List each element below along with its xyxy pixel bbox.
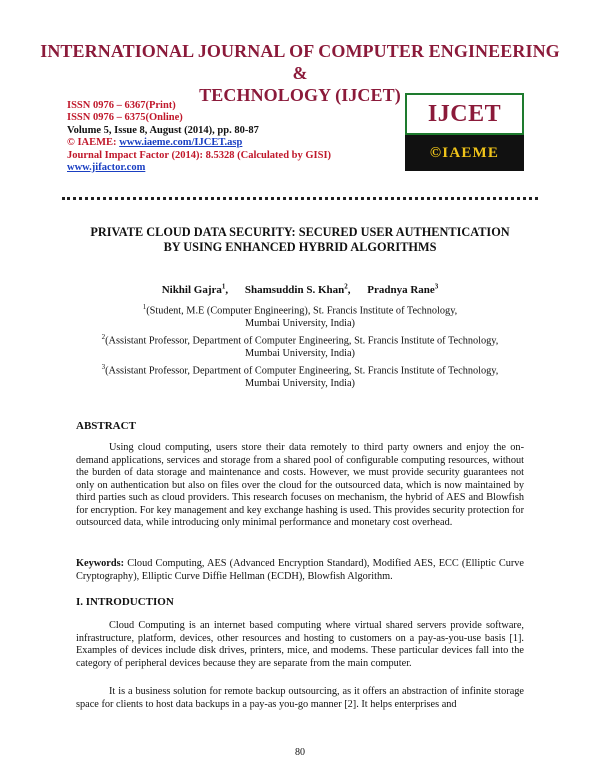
abstract-heading: ABSTRACT (76, 420, 136, 432)
affiliation-2-sup: 2 (101, 333, 106, 342)
affiliation-3-line-1: (Assistant Professor, Department of Computer Engineering, St. Francis Institute of Technology, (105, 365, 499, 377)
iaeme-line (67, 137, 367, 149)
ijcet-logo (405, 93, 524, 173)
issn-online: ISSN 0976 – 6375(Online) (67, 112, 183, 124)
author-1: Nikhil Gajra$^1$, (161, 282, 229, 296)
keywords-label: Keywords: (76, 558, 125, 569)
affiliation-2-line-2: Mumbai University, India) (244, 348, 355, 360)
affiliation-1-line-1: (Student, M.E (Computer Engineering), St. Francis Institute of Technology, (146, 305, 458, 317)
author-2: Shamsuddin S. Khan$^2$, (244, 282, 351, 296)
journal-metadata (67, 100, 367, 174)
volume-info: Volume 5, Issue 8, August (2014), pp. 80-87 (67, 124, 259, 136)
jifactor-link[interactable]: www.jifactor.com (67, 162, 146, 174)
affiliation-1 (60, 301, 540, 331)
affiliation-2-line-1: (Assistant Professor, Department of Computer Engineering, St. Francis Institute of Technology, (105, 335, 499, 347)
affiliation-1-sup: 1 (142, 303, 147, 311)
author-3 (367, 284, 438, 296)
abstract-body: Using cloud computing, users store their data remotely to third party owners and enjoy the on-demand applications, services and storage from a shared pool of configurable computing resources, without the burden of data storage and maintenance and costs. However, we must provide security guarantees not only on authentication but also on files over the cloud for the outsourced data, which is now maintained by third parties such as cloud providers. This research focuses on mechanism, the hybrid of AES and Blowfish for encryption. For key management and key exchange hashing is used. This provides security protection for outsourced data, while introducing only minimal performance and monetary cost overhead. (76, 442, 524, 528)
iaeme-label: © IAEME: (67, 137, 120, 149)
introduction-paragraph-2: It is a business solution for remote backup outsourcing, as it offers an abstraction of infinite storage space for clients to host data backups in a pay-as you-go manner [2]. It helps enterprises and (76, 686, 524, 710)
introduction-heading: I. INTRODUCTION (76, 596, 174, 608)
affiliation-2 (60, 331, 540, 361)
affiliations (60, 301, 540, 391)
introduction-paragraph-1: Cloud Computing is an internet based computing where virtual shared servers provide software, infrastructure, platform, devices, other resources and hosting to customers on a pay-as-you-use basis [1]. Examples of devices include disk drives, printers, mice, and modems. These particular devices fall into the category of peripheral devices because they are separate from the main computer. (76, 620, 524, 669)
journal-title-line-1: INTERNATIONAL JOURNAL OF COMPUTER ENGINEERING & (40, 41, 560, 83)
page-number: 80 (295, 747, 305, 758)
author-3-name: Pradnya Rane (367, 283, 435, 296)
journal-title-line-2: TECHNOLOGY (IJCET) (199, 85, 401, 105)
ijcet-logo-top (405, 93, 524, 135)
paper-title-line-2: BY USING ENHANCED HYBRID ALGORITHMS (163, 240, 437, 254)
keywords (76, 558, 524, 583)
author-1-sup: 1 (221, 282, 226, 290)
paper-title (60, 225, 540, 255)
affiliation-1-line-2: Mumbai University, India) (244, 318, 355, 330)
iaeme-logo-band (405, 135, 524, 171)
ijcet-logo-text: IJCET (427, 100, 502, 127)
dotted-separator (62, 197, 538, 200)
author-1-name: Nikhil Gajra (161, 283, 222, 296)
keywords-text: Cloud Computing, AES (Advanced Encryption Standard), Modified AES, ECC (Elliptic Curve Cryptography), Elliptic Curve Diffie Hellman (ECDH), Blowfish Algorithm. (76, 558, 524, 582)
iaeme-logo-text: ©IAEME (429, 144, 500, 161)
author-2-name: Shamsuddin S. Khan (244, 283, 345, 296)
issn-print: ISSN 0976 – 6367(Print) (67, 100, 176, 111)
paper-title-line-1: PRIVATE CLOUD DATA SECURITY: SECURED USER AUTHENTICATION (90, 225, 510, 239)
author-2-sup: 2 (344, 282, 348, 290)
affiliation-3 (60, 361, 540, 391)
iaeme-link[interactable]: www.iaeme.com/IJCET.asp (119, 137, 243, 149)
author-3-sup: 3 (434, 282, 439, 290)
affiliation-3-sup: 3 (101, 363, 106, 372)
author-list (60, 282, 540, 296)
affiliation-3-line-2: Mumbai University, India) (244, 378, 355, 390)
impact-factor: Journal Impact Factor (2014): 8.5328 (Calculated by GISI) (67, 149, 332, 161)
